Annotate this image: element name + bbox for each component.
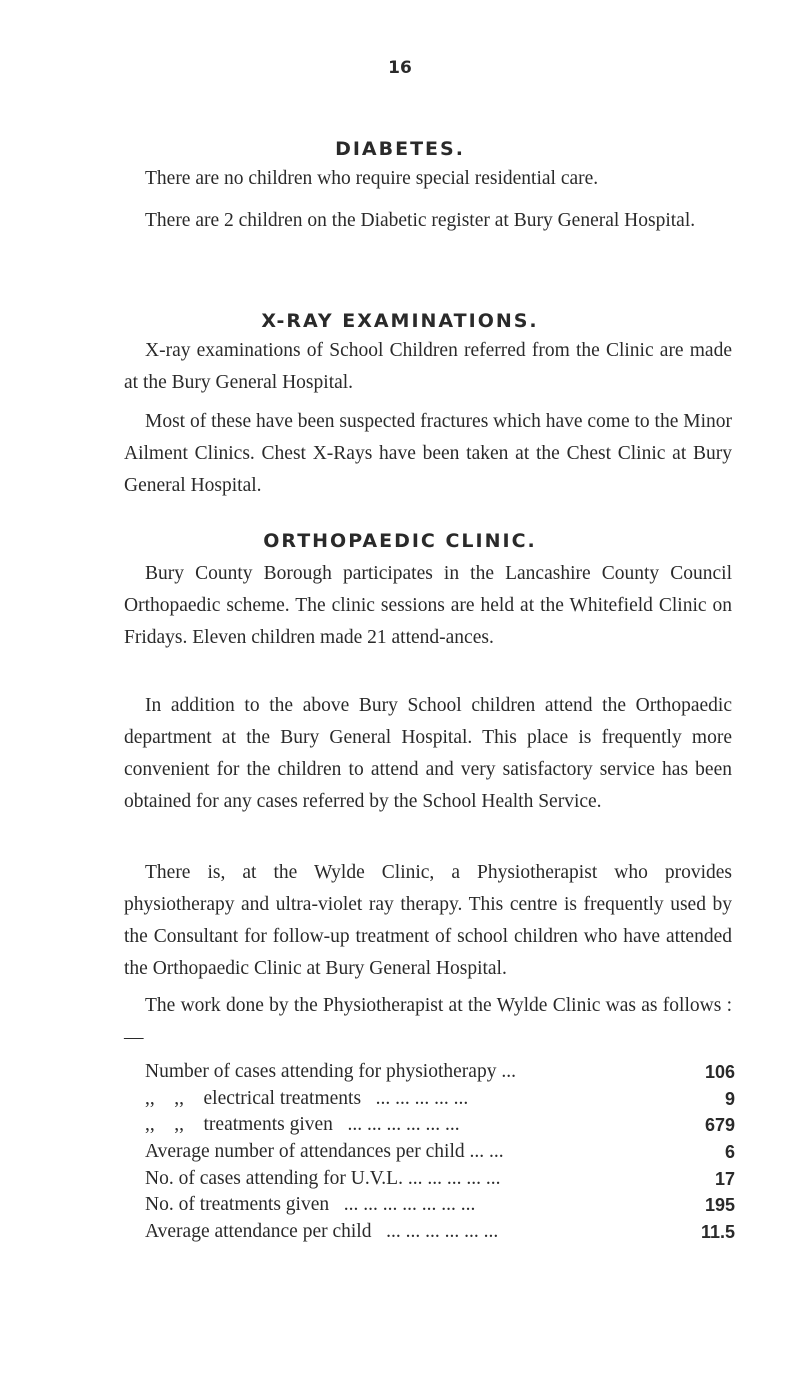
stats-value: 106 xyxy=(704,1062,735,1082)
xray-paragraph-2: Most of these have been suspected fractures which have come to the Minor Ailment Clinics. Chest X-Rays have been taken at the Chest Clinic at Bury General Hospital. xyxy=(124,411,732,496)
heading-xray: X-RAY EXAMINATIONS. xyxy=(261,310,539,332)
page-number: 16 xyxy=(388,58,412,78)
stats-row xyxy=(145,1166,735,1193)
orthopaedic-paragraph-3: There is, at the Wylde Clinic, a Physiotherapist who provides physiotherapy and ultra-violet ray therapy. This centre is frequently used by the Consultant for follow-up treatment of school children who have attended the Orthopaedic Clinic at Bury General Hospital. xyxy=(124,862,732,979)
stats-label: No. of cases attending for U.V.L. ... ... ... ... ... xyxy=(145,1167,501,1189)
stats-label: Average attendance per child ... ... ... ... ... ... xyxy=(145,1221,499,1243)
stats-row xyxy=(145,1059,735,1086)
stats-value: 679 xyxy=(704,1115,735,1136)
stats-label: ,, ,, treatments given ... ... ... ... ... ... xyxy=(145,1114,460,1136)
stats-row xyxy=(145,1192,735,1219)
stats-value: 195 xyxy=(704,1195,735,1216)
diabetes-paragraph-1: There are no children who require special residential care. xyxy=(145,168,599,189)
orthopaedic-paragraph-4: The work done by the Physiotherapist at the Wylde Clinic was as follows :— xyxy=(124,995,732,1048)
orthopaedic-paragraph-1: Bury County Borough participates in the Lancashire County Council Orthopaedic scheme. The clinic sessions are held at the Whitefield Clinic on Fridays. Eleven children made 21 attend-ances. xyxy=(124,563,732,648)
orthopaedic-paragraph-2: In addition to the above Bury School children attend the Orthopaedic department at the Bury General Hospital. This place is frequently more convenient for the children to attend and very satisfactory service has been obtained for any cases referred by the School Health Service. xyxy=(124,695,732,812)
heading-diabetes: DIABETES. xyxy=(335,138,465,160)
xray-paragraph-1: X-ray examinations of School Children referred from the Clinic are made at the Bury General Hospital. xyxy=(124,340,732,393)
stats-value: 9 xyxy=(724,1088,735,1109)
stats-label: Number of cases attending for physiotherapy ... xyxy=(145,1061,516,1082)
stats-label: ,, ,, electrical treatments ... ... ... ... ... xyxy=(145,1087,469,1109)
stats-label: Average number of attendances per child ... ... xyxy=(145,1141,504,1163)
stats-row xyxy=(145,1139,735,1166)
stats-value: 6 xyxy=(724,1142,735,1163)
diabetes-paragraph-2: There are 2 children on the Diabetic register at Bury General Hospital. xyxy=(145,210,696,231)
stats-row xyxy=(145,1086,735,1113)
stats-row xyxy=(145,1219,735,1246)
heading-orthopaedic: ORTHOPAEDIC CLINIC. xyxy=(263,530,537,552)
stats-value: 11.5 xyxy=(700,1222,735,1243)
stats-label: No. of treatments given ... ... ... ... ... ... ... xyxy=(145,1194,476,1216)
stats-row xyxy=(145,1112,735,1139)
stats-value: 17 xyxy=(714,1168,735,1189)
physiotherapy-stats-table xyxy=(145,1059,735,1246)
